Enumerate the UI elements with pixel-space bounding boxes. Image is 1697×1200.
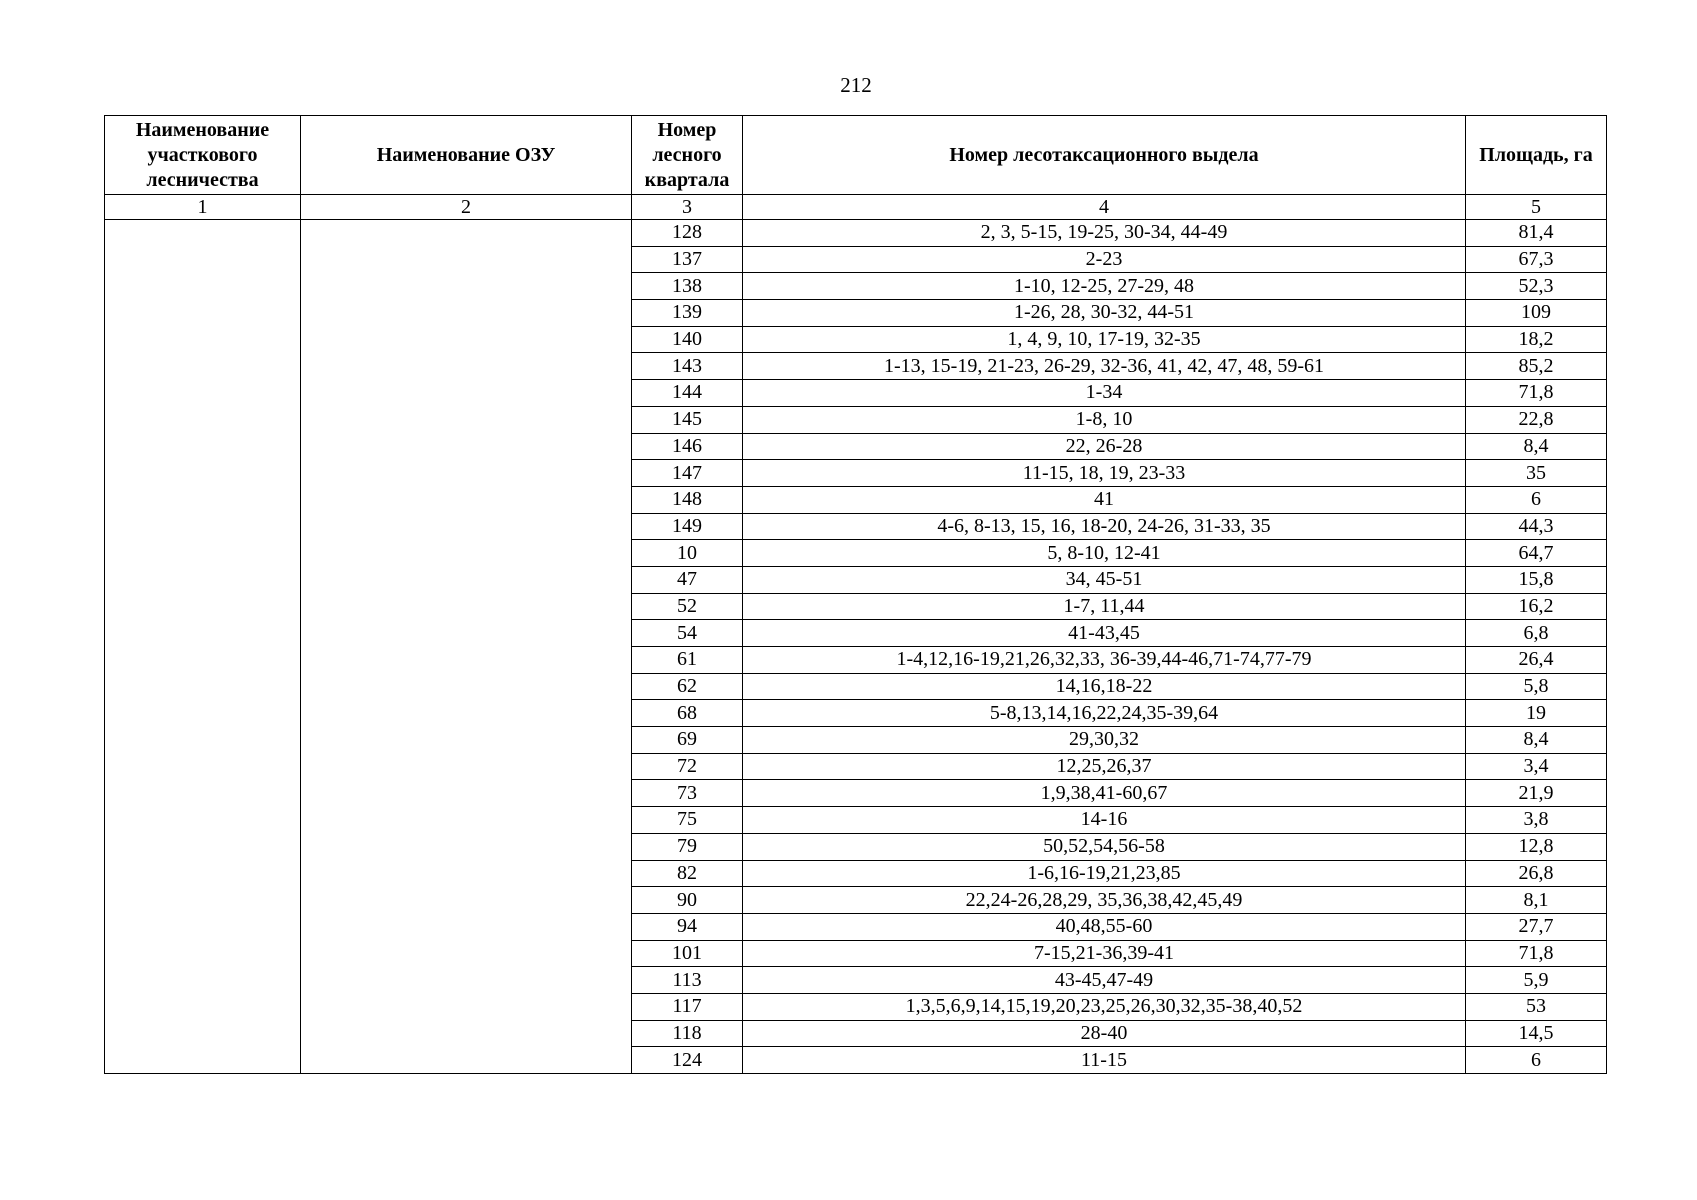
vydel-cell: 11-15 [743, 1047, 1466, 1074]
kvartal-cell: 47 [632, 566, 743, 593]
area-cell: 27,7 [1466, 913, 1607, 940]
kvartal-cell: 10 [632, 540, 743, 567]
area-cell: 3,8 [1466, 807, 1607, 834]
area-cell: 3,4 [1466, 753, 1607, 780]
kvartal-cell: 82 [632, 860, 743, 887]
area-cell: 71,8 [1466, 940, 1607, 967]
vydel-cell: 4-6, 8-13, 15, 16, 18-20, 24-26, 31-33, 35 [743, 513, 1466, 540]
kvartal-cell: 79 [632, 833, 743, 860]
kvartal-cell: 113 [632, 967, 743, 994]
area-cell: 85,2 [1466, 353, 1607, 380]
vydel-cell: 14-16 [743, 807, 1466, 834]
vydel-cell: 1, 4, 9, 10, 17-19, 32-35 [743, 326, 1466, 353]
kvartal-cell: 137 [632, 246, 743, 273]
kvartal-cell: 118 [632, 1020, 743, 1047]
area-cell: 16,2 [1466, 593, 1607, 620]
area-cell: 18,2 [1466, 326, 1607, 353]
kvartal-cell: 68 [632, 700, 743, 727]
kvartal-cell: 62 [632, 673, 743, 700]
header-lesnichestvo: Наименование участкового лесничества [105, 116, 301, 195]
vydel-cell: 5-8,13,14,16,22,24,35-39,64 [743, 700, 1466, 727]
vydel-cell: 43-45,47-49 [743, 967, 1466, 994]
area-cell: 26,4 [1466, 647, 1607, 674]
area-cell: 67,3 [1466, 246, 1607, 273]
table-body [105, 220, 1607, 1074]
vydel-cell: 50,52,54,56-58 [743, 833, 1466, 860]
area-cell: 19 [1466, 700, 1607, 727]
vydel-cell: 1,3,5,6,9,14,15,19,20,23,25,26,30,32,35-38,40,52 [743, 993, 1466, 1020]
header-row [105, 116, 1607, 195]
column-number: 5 [1466, 195, 1607, 220]
page-number: 212 [840, 73, 872, 97]
area-cell: 52,3 [1466, 273, 1607, 300]
kvartal-cell: 69 [632, 727, 743, 754]
column-number: 2 [301, 195, 632, 220]
kvartal-cell: 138 [632, 273, 743, 300]
area-cell: 6 [1466, 1047, 1607, 1074]
vydel-cell: 1-8, 10 [743, 406, 1466, 433]
vydel-cell: 1-7, 11,44 [743, 593, 1466, 620]
area-cell: 5,9 [1466, 967, 1607, 994]
column-number: 4 [743, 195, 1466, 220]
vydel-cell: 1-6,16-19,21,23,85 [743, 860, 1466, 887]
vydel-cell: 1-4,12,16-19,21,26,32,33, 36-39,44-46,71-74,77-79 [743, 647, 1466, 674]
vydel-cell: 41 [743, 486, 1466, 513]
area-cell: 6 [1466, 486, 1607, 513]
area-cell: 109 [1466, 300, 1607, 327]
vydel-cell: 1-34 [743, 380, 1466, 407]
area-cell: 35 [1466, 460, 1607, 487]
vydel-cell: 28-40 [743, 1020, 1466, 1047]
kvartal-cell: 101 [632, 940, 743, 967]
column-number: 3 [632, 195, 743, 220]
area-cell: 6,8 [1466, 620, 1607, 647]
kvartal-cell: 145 [632, 406, 743, 433]
kvartal-cell: 143 [632, 353, 743, 380]
area-cell: 26,8 [1466, 860, 1607, 887]
kvartal-cell: 144 [632, 380, 743, 407]
area-cell: 14,5 [1466, 1020, 1607, 1047]
column-number-row [105, 195, 1607, 220]
header-vydel: Номер лесотаксационного выдела [743, 116, 1466, 195]
vydel-cell: 5, 8-10, 12-41 [743, 540, 1466, 567]
column-number: 1 [105, 195, 301, 220]
ozu-cell-empty [301, 220, 632, 1074]
vydel-cell: 1-10, 12-25, 27-29, 48 [743, 273, 1466, 300]
kvartal-cell: 128 [632, 220, 743, 247]
area-cell: 15,8 [1466, 566, 1607, 593]
vydel-cell: 34, 45-51 [743, 566, 1466, 593]
vydel-cell: 1,9,38,41-60,67 [743, 780, 1466, 807]
area-cell: 53 [1466, 993, 1607, 1020]
vydel-cell: 2-23 [743, 246, 1466, 273]
kvartal-cell: 72 [632, 753, 743, 780]
vydel-cell: 29,30,32 [743, 727, 1466, 754]
kvartal-cell: 61 [632, 647, 743, 674]
forest-plots-table [104, 115, 1607, 1074]
area-cell: 8,4 [1466, 727, 1607, 754]
kvartal-cell: 94 [632, 913, 743, 940]
vydel-cell: 1-13, 15-19, 21-23, 26-29, 32-36, 41, 42, 47, 48, 59-61 [743, 353, 1466, 380]
kvartal-cell: 149 [632, 513, 743, 540]
area-cell: 22,8 [1466, 406, 1607, 433]
area-cell: 81,4 [1466, 220, 1607, 247]
vydel-cell: 2, 3, 5-15, 19-25, 30-34, 44-49 [743, 220, 1466, 247]
vydel-cell: 22, 26-28 [743, 433, 1466, 460]
vydel-cell: 1-26, 28, 30-32, 44-51 [743, 300, 1466, 327]
kvartal-cell: 52 [632, 593, 743, 620]
kvartal-cell: 146 [632, 433, 743, 460]
table-row [105, 220, 1607, 247]
header-kvartal: Номер лесного квартала [632, 116, 743, 195]
lesnichestvo-cell-empty [105, 220, 301, 1074]
vydel-cell: 12,25,26,37 [743, 753, 1466, 780]
area-cell: 21,9 [1466, 780, 1607, 807]
kvartal-cell: 90 [632, 887, 743, 914]
kvartal-cell: 139 [632, 300, 743, 327]
header-area: Площадь, га [1466, 116, 1607, 195]
kvartal-cell: 117 [632, 993, 743, 1020]
vydel-cell: 41-43,45 [743, 620, 1466, 647]
kvartal-cell: 147 [632, 460, 743, 487]
kvartal-cell: 140 [632, 326, 743, 353]
vydel-cell: 14,16,18-22 [743, 673, 1466, 700]
area-cell: 8,1 [1466, 887, 1607, 914]
vydel-cell: 11-15, 18, 19, 23-33 [743, 460, 1466, 487]
vydel-cell: 7-15,21-36,39-41 [743, 940, 1466, 967]
kvartal-cell: 73 [632, 780, 743, 807]
vydel-cell: 22,24-26,28,29, 35,36,38,42,45,49 [743, 887, 1466, 914]
area-cell: 44,3 [1466, 513, 1607, 540]
kvartal-cell: 75 [632, 807, 743, 834]
area-cell: 64,7 [1466, 540, 1607, 567]
area-cell: 71,8 [1466, 380, 1607, 407]
kvartal-cell: 124 [632, 1047, 743, 1074]
kvartal-cell: 54 [632, 620, 743, 647]
area-cell: 12,8 [1466, 833, 1607, 860]
area-cell: 5,8 [1466, 673, 1607, 700]
vydel-cell: 40,48,55-60 [743, 913, 1466, 940]
area-cell: 8,4 [1466, 433, 1607, 460]
kvartal-cell: 148 [632, 486, 743, 513]
header-ozu: Наименование ОЗУ [301, 116, 632, 195]
